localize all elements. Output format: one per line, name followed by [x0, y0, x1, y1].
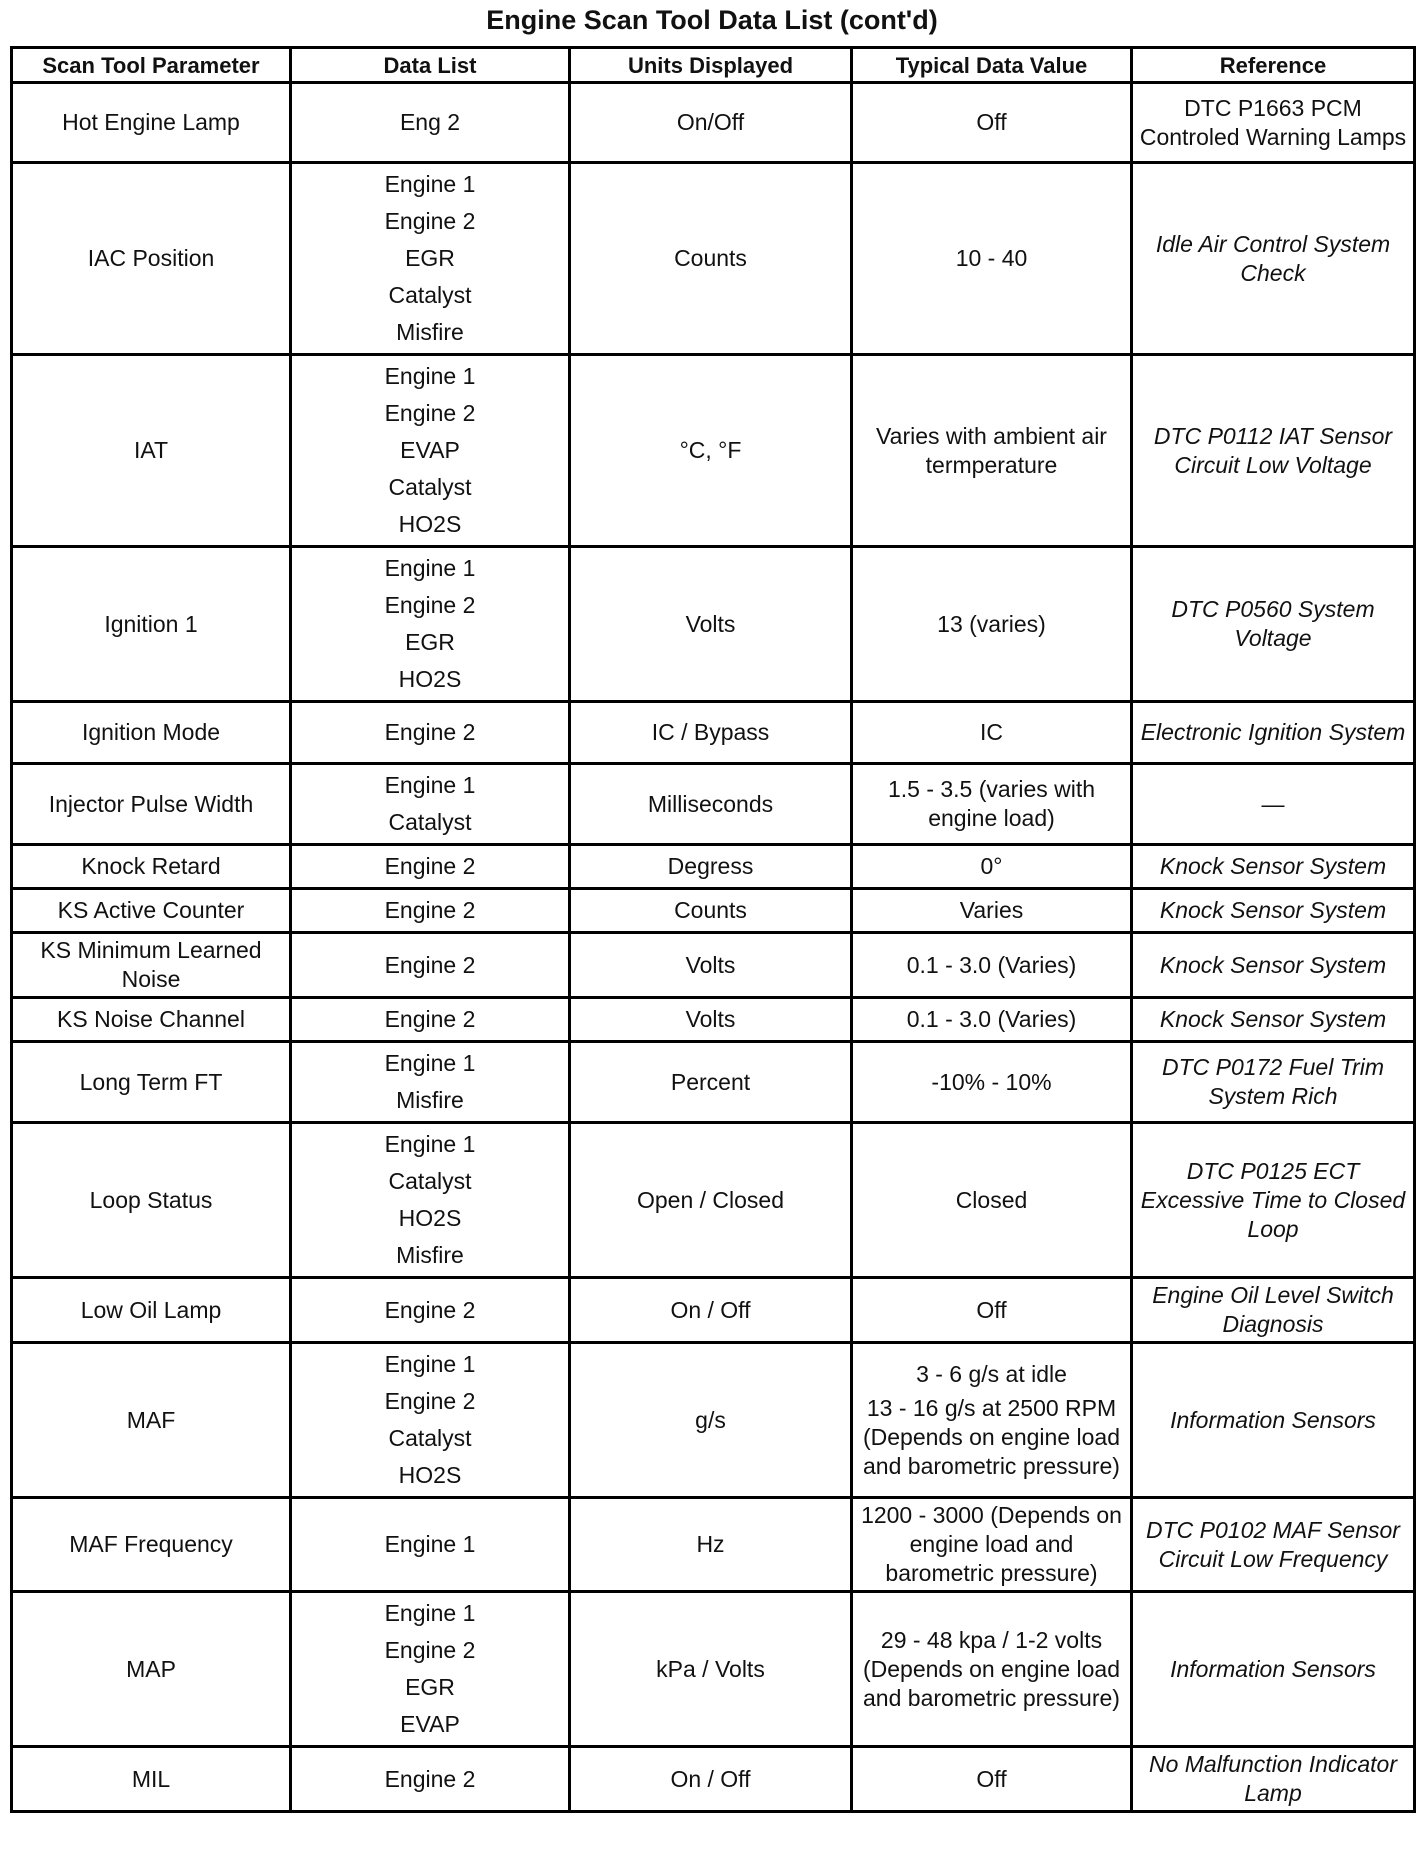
table-row [12, 1278, 1415, 1343]
header-scan-tool-parameter: Scan Tool Parameter [12, 48, 291, 83]
cell-reference: Information Sensors [1132, 1592, 1415, 1747]
cell-units: °C, °F [570, 355, 852, 547]
data-list-item: Engine 2 [384, 1296, 476, 1323]
data-list-item: Misfire [396, 319, 464, 345]
table-row [12, 1498, 1415, 1592]
data-list-item: Catalyst [388, 474, 472, 500]
cell-data-list [291, 702, 570, 764]
data-list-item: Engine 2 [384, 400, 476, 426]
typical-value-line: 13 - 16 g/s at 2500 RPM (Depends on engine load and barometric pressure) [862, 1394, 1121, 1479]
data-list-item: Engine 1 [384, 555, 476, 581]
cell-data-list [291, 933, 570, 998]
typical-value-line: Varies [959, 897, 1024, 923]
typical-value-line: -10% - 10% [931, 1068, 1052, 1095]
table-row [12, 933, 1415, 998]
cell-parameter: Long Term FT [12, 1042, 291, 1123]
cell-data-list [291, 845, 570, 889]
data-list-item: Catalyst [388, 1168, 472, 1194]
table-row [12, 889, 1415, 933]
cell-typical-value [852, 998, 1132, 1042]
cell-typical-value [852, 1123, 1132, 1278]
cell-units: Counts [570, 163, 852, 355]
data-list-item: Catalyst [388, 282, 472, 308]
cell-units: Percent [570, 1042, 852, 1123]
data-list-item: Engine 1 [384, 1351, 476, 1377]
data-list-item: Engine 2 [384, 853, 476, 879]
scan-tool-data-table [10, 46, 1416, 1813]
cell-data-list [291, 1592, 570, 1747]
cell-typical-value [852, 1747, 1132, 1812]
cell-parameter: Ignition Mode [12, 702, 291, 764]
cell-typical-value [852, 547, 1132, 702]
table-row [12, 355, 1415, 547]
data-list-item: Engine 2 [384, 1388, 476, 1414]
cell-parameter: KS Active Counter [12, 889, 291, 933]
data-list-item: EVAP [400, 1711, 460, 1737]
cell-parameter: KS Minimum Learned Noise [12, 933, 291, 998]
cell-typical-value [852, 1343, 1132, 1498]
data-list-item: EGR [405, 245, 455, 271]
cell-parameter: MAF Frequency [12, 1498, 291, 1592]
typical-value-line: Closed [955, 1186, 1028, 1213]
cell-typical-value [852, 845, 1132, 889]
cell-typical-value [852, 355, 1132, 547]
typical-value-line: 1200 - 3000 (Depends on engine load and barometric pressure) [861, 1502, 1122, 1586]
cell-reference: — [1132, 764, 1415, 845]
typical-value-line: Off [976, 1765, 1007, 1792]
header-units-displayed: Units Displayed [570, 48, 852, 83]
cell-units: g/s [570, 1343, 852, 1498]
cell-reference: Knock Sensor System [1132, 998, 1415, 1042]
cell-typical-value [852, 1278, 1132, 1343]
data-list-item: EVAP [400, 437, 460, 463]
cell-units: On / Off [570, 1278, 852, 1343]
typical-value-line: 3 - 6 g/s at idle [916, 1360, 1067, 1387]
data-list-item: Engine 2 [384, 1006, 476, 1032]
cell-parameter: MAF [12, 1343, 291, 1498]
cell-parameter: Ignition 1 [12, 547, 291, 702]
cell-data-list [291, 889, 570, 933]
typical-value-line: 13 (varies) [937, 610, 1046, 637]
cell-parameter: Low Oil Lamp [12, 1278, 291, 1343]
table-body [12, 83, 1415, 1812]
cell-units: Milliseconds [570, 764, 852, 845]
cell-typical-value [852, 702, 1132, 764]
data-list-item: Engine 2 [384, 1637, 476, 1663]
typical-value-line: 10 - 40 [955, 245, 1028, 271]
cell-reference: Idle Air Control System Check [1132, 163, 1415, 355]
cell-units: Volts [570, 933, 852, 998]
data-list-item: HO2S [398, 1205, 462, 1231]
data-list-item: Eng 2 [399, 109, 461, 135]
data-list-item: Engine 1 [384, 171, 476, 197]
data-list-item: Catalyst [388, 1425, 472, 1451]
cell-data-list [291, 1498, 570, 1592]
typical-value-line: 1.5 - 3.5 (varies with engine load) [887, 776, 1096, 831]
data-list-item: Misfire [396, 1087, 464, 1113]
data-list-item: HO2S [398, 511, 462, 537]
cell-reference: Knock Sensor System [1132, 933, 1415, 998]
cell-units: On/Off [570, 83, 852, 163]
cell-units: Hz [570, 1498, 852, 1592]
cell-parameter: KS Noise Channel [12, 998, 291, 1042]
cell-units: Volts [570, 998, 852, 1042]
table-row [12, 1592, 1415, 1747]
cell-parameter: Injector Pulse Width [12, 764, 291, 845]
typical-value-line: 29 - 48 kpa / 1-2 volts (Depends on engine load and barometric pressure) [862, 1626, 1121, 1711]
cell-typical-value [852, 163, 1132, 355]
cell-data-list [291, 1123, 570, 1278]
typical-value-line: 0.1 - 3.0 (Varies) [906, 1006, 1077, 1032]
cell-reference: DTC P0172 Fuel Trim System Rich [1132, 1042, 1415, 1123]
table-row [12, 163, 1415, 355]
typical-value-line: Off [976, 1296, 1007, 1323]
cell-data-list [291, 1343, 570, 1498]
table-row [12, 1343, 1415, 1498]
data-list-item: Catalyst [388, 809, 472, 835]
cell-data-list [291, 1747, 570, 1812]
data-list-item: Engine 1 [384, 363, 476, 389]
cell-units: Degress [570, 845, 852, 889]
data-list-item: HO2S [398, 666, 462, 692]
cell-reference: Knock Sensor System [1132, 845, 1415, 889]
data-list-item: EGR [405, 1674, 455, 1700]
cell-reference: DTC P0112 IAT Sensor Circuit Low Voltage [1132, 355, 1415, 547]
table-row [12, 1747, 1415, 1812]
cell-parameter: Knock Retard [12, 845, 291, 889]
data-list-item: Engine 1 [384, 1600, 476, 1626]
cell-units: On / Off [570, 1747, 852, 1812]
data-list-item: Engine 2 [384, 951, 476, 978]
cell-units: Open / Closed [570, 1123, 852, 1278]
cell-units: Counts [570, 889, 852, 933]
table-row [12, 702, 1415, 764]
cell-parameter: Hot Engine Lamp [12, 83, 291, 163]
typical-value-line: IC [980, 719, 1003, 745]
cell-units: IC / Bypass [570, 702, 852, 764]
data-list-item: Misfire [396, 1242, 464, 1268]
table-row [12, 1123, 1415, 1278]
header-reference: Reference [1132, 48, 1415, 83]
cell-reference: DTC P0125 ECT Excessive Time to Closed Loop [1132, 1123, 1415, 1278]
data-list-item: HO2S [398, 1462, 462, 1488]
data-list-item: Engine 1 [384, 1531, 476, 1557]
cell-data-list [291, 83, 570, 163]
cell-typical-value [852, 1042, 1132, 1123]
table-row [12, 998, 1415, 1042]
typical-value-line: Varies with ambient air termperature [876, 422, 1107, 478]
table-row [12, 83, 1415, 163]
table-row [12, 547, 1415, 702]
data-list-item: Engine 2 [384, 1765, 476, 1792]
data-list-item: Engine 2 [384, 719, 476, 745]
data-list-item: Engine 1 [384, 1131, 476, 1157]
cell-reference: DTC P0560 System Voltage [1132, 547, 1415, 702]
table-row [12, 845, 1415, 889]
page-title: Engine Scan Tool Data List (cont'd) [486, 5, 938, 35]
table-row [12, 764, 1415, 845]
cell-data-list [291, 547, 570, 702]
cell-parameter: IAC Position [12, 163, 291, 355]
table-row [12, 1042, 1415, 1123]
cell-reference: DTC P1663 PCM Controled Warning Lamps [1132, 83, 1415, 163]
data-list-item: EGR [405, 629, 455, 655]
cell-reference: DTC P0102 MAF Sensor Circuit Low Frequency [1132, 1498, 1415, 1592]
typical-value-line: 0.1 - 3.0 (Varies) [906, 951, 1077, 978]
cell-reference: Electronic Ignition System [1132, 702, 1415, 764]
typical-value-line: 0° [980, 853, 1003, 879]
cell-data-list [291, 1042, 570, 1123]
cell-data-list [291, 163, 570, 355]
cell-parameter: Loop Status [12, 1123, 291, 1278]
table-header-row [12, 48, 1415, 83]
cell-typical-value [852, 1498, 1132, 1592]
cell-typical-value [852, 889, 1132, 933]
cell-typical-value [852, 83, 1132, 163]
cell-parameter: MAP [12, 1592, 291, 1747]
data-list-item: Engine 2 [384, 897, 476, 923]
data-list-item: Engine 1 [384, 1050, 476, 1076]
cell-reference: Engine Oil Level Switch Diagnosis [1132, 1278, 1415, 1343]
data-list-item: Engine 2 [384, 208, 476, 234]
cell-parameter: IAT [12, 355, 291, 547]
header-data-list: Data List [291, 48, 570, 83]
cell-typical-value [852, 933, 1132, 998]
cell-parameter: MIL [12, 1747, 291, 1812]
cell-data-list [291, 355, 570, 547]
header-typical-data-value: Typical Data Value [852, 48, 1132, 83]
cell-reference: Information Sensors [1132, 1343, 1415, 1498]
data-list-item: Engine 2 [384, 592, 476, 618]
cell-units: Volts [570, 547, 852, 702]
data-list-item: Engine 1 [384, 772, 476, 798]
cell-reference: Knock Sensor System [1132, 889, 1415, 933]
cell-typical-value [852, 1592, 1132, 1747]
cell-data-list [291, 1278, 570, 1343]
cell-data-list [291, 764, 570, 845]
cell-reference: No Malfunction Indicator Lamp [1132, 1747, 1415, 1812]
cell-data-list [291, 998, 570, 1042]
cell-units: kPa / Volts [570, 1592, 852, 1747]
typical-value-line: Off [976, 109, 1007, 135]
cell-typical-value [852, 764, 1132, 845]
